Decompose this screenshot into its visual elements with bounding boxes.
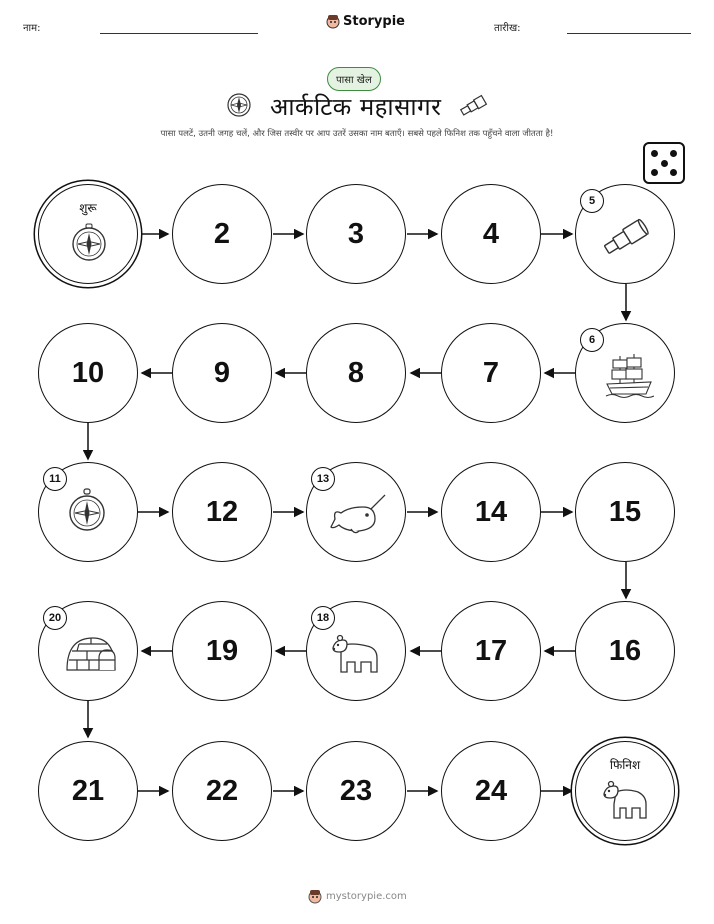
board-cell[interactable] <box>172 184 272 284</box>
polar-bear-icon <box>602 780 650 822</box>
board-cell[interactable] <box>306 741 406 841</box>
cell-number: 19 <box>205 634 239 667</box>
cell-number: 24 <box>474 774 508 807</box>
cell-number: 22 <box>205 774 239 807</box>
picture-cell[interactable] <box>306 462 406 562</box>
picture-cell[interactable] <box>38 462 138 562</box>
board-cell[interactable] <box>172 323 272 423</box>
board-cell[interactable] <box>306 184 406 284</box>
cell-number: 14 <box>474 495 508 528</box>
cell-number: 4 <box>482 217 500 250</box>
storypie-mascot-icon <box>308 888 322 904</box>
start-label: शुरू <box>79 201 97 215</box>
cell-number-badge: 18 <box>311 606 335 630</box>
board-cell[interactable] <box>38 323 138 423</box>
cell-number: 9 <box>213 356 231 389</box>
footer-site: mystorypie.com <box>326 890 407 902</box>
game-type-tag: पासा खेल <box>327 67 381 91</box>
brand-name: Storypie <box>343 13 405 29</box>
cell-number-badge: 6 <box>580 328 604 352</box>
compass-icon <box>69 223 109 263</box>
finish-label: फिनिश <box>609 758 641 772</box>
cell-number-badge: 5 <box>580 189 604 213</box>
picture-cell[interactable] <box>38 601 138 701</box>
picture-cell[interactable] <box>575 184 675 284</box>
cell-number: 8 <box>347 356 365 389</box>
board-cell[interactable] <box>441 323 541 423</box>
name-label: नाम: <box>23 23 41 34</box>
polar-bear-icon <box>331 632 383 676</box>
date-label: तारीख: <box>494 23 521 34</box>
board-cell[interactable] <box>575 601 675 701</box>
igloo-icon <box>63 634 117 674</box>
cell-number-badge: 13 <box>311 467 335 491</box>
footer <box>308 888 407 904</box>
board-cell[interactable] <box>575 462 675 562</box>
board-cell[interactable] <box>172 462 272 562</box>
cell-number: 12 <box>205 495 239 528</box>
picture-cell[interactable] <box>306 601 406 701</box>
cell-number: 16 <box>608 634 642 667</box>
page-title: आर्कटिक महासागर <box>270 93 442 121</box>
cell-number: 7 <box>482 356 500 389</box>
finish-cell[interactable] <box>575 741 675 841</box>
narwhal-icon <box>329 493 387 537</box>
ship-icon <box>604 350 654 400</box>
cell-number: 23 <box>339 774 373 807</box>
board-cell[interactable] <box>172 741 272 841</box>
cell-number-badge: 11 <box>43 467 67 491</box>
board-cell[interactable] <box>441 601 541 701</box>
board-cell[interactable] <box>441 462 541 562</box>
cell-number: 3 <box>347 217 365 250</box>
board-cell[interactable] <box>441 184 541 284</box>
board-cell[interactable] <box>38 741 138 841</box>
spyglass-icon <box>600 215 652 259</box>
cell-number: 10 <box>71 356 105 389</box>
picture-cell[interactable] <box>575 323 675 423</box>
cell-number: 2 <box>213 217 231 250</box>
compass-icon <box>67 487 107 535</box>
cell-number: 21 <box>71 774 105 807</box>
start-cell[interactable] <box>38 184 138 284</box>
instructions: पासा पलटें, उतनी जगह चलें, और जिस तस्वीर पर आप उतरें उसका नाम बताएँ। सबसे पहले फिनिश तक पहुँचने वाला जीतता है! <box>160 129 554 139</box>
board-cell[interactable] <box>306 323 406 423</box>
cell-number: 17 <box>474 634 508 667</box>
board-cell[interactable] <box>172 601 272 701</box>
board-cell[interactable] <box>441 741 541 841</box>
cell-number: 15 <box>608 495 642 528</box>
cell-number-badge: 20 <box>43 606 67 630</box>
